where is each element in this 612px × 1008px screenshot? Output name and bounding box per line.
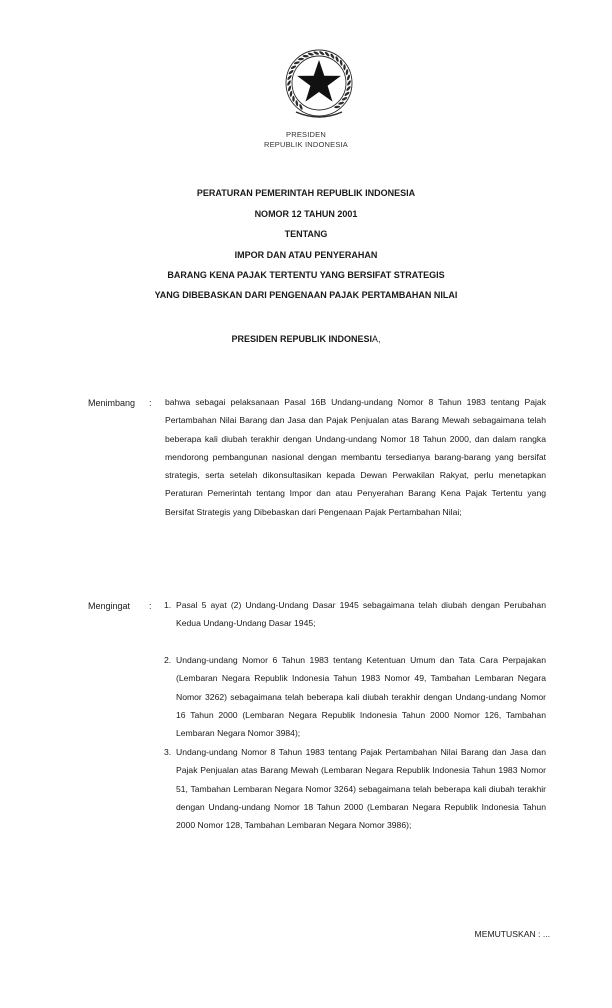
- laurel-leaf: [346, 80, 351, 86]
- mengingat-colon: :: [149, 601, 152, 611]
- title-line-1: PERATURAN PEMERINTAH REPUBLIK INDONESIA: [196, 188, 416, 198]
- laurel-leaf: [339, 60, 343, 66]
- president-heading: [0, 334, 612, 344]
- mengingat-label: Mengingat: [88, 601, 131, 611]
- menimbang-label: Menimbang: [88, 398, 136, 408]
- memutuskan-continuation: MEMUTUSKAN : ...: [474, 929, 550, 939]
- garuda-star-emblem-icon: [276, 40, 362, 126]
- laurel-leaf: [343, 64, 346, 70]
- menimbang-text: bahwa sebagai pelaksanaan Pasal 16B Undang-undang Nomor 8 Tahun 1983 tentang Pajak Pertambahan Nilai Barang dan Jasa dan Pajak Penjualan atas Barang Mewah sebagaimana telah beberapa kali diubah terakhir dengan Undang-undang Nomor 18 Tahun 2000, dan dalam rangka mendorong pembangunan nasional dengan membantu tersedianya barang-barang yang bersifat strategis, serta setelah dikonsultasikan kepada Dewan Perwakilan Rakyat, perlu menetapkan Peraturan Pemerintah tentang Impor dan atau Penyerahan Barang Kena Pajak Tertentu yang Bersifat Strategis yang Dibebaskan dari Pengenaan Pajak Pertambahan Nilai;: [165, 397, 546, 517]
- mengingat-item-1-text: Pasal 5 ayat (2) Undang-Undang Dasar 1945 sebagaimana telah diubah dengan Perubahan Kedua Undang-Undang Dasar 1945;: [176, 600, 546, 629]
- laurel-leaf: [287, 74, 293, 80]
- mengingat-item-3-text: Undang-undang Nomor 8 Tahun 1983 tentang Pajak Pertambahan Nilai Barang dan Jasa dan Pajak Penjualan atas Barang Mewah (Lembaran Negara Republik Indonesia Tahun 1983 Nomor 51, Tambahan Lembaran Negara Nomor 3264) sebagaimana telah beberapa kali diubah terakhir dengan Undang-undang Nomor 18 Tahun 2000 (Lembaran Negara Republik Indonesia Tahun 2000 Nomor 128, Tambahan Lembaran Negara Nomor 3986);: [176, 747, 546, 831]
- president-heading-suffix: A,: [372, 334, 381, 344]
- laurel-leaf: [313, 51, 319, 56]
- mengingat-item-2-number: 2.: [164, 655, 172, 665]
- laurel-leaf: [286, 80, 291, 86]
- laurel-leaf: [298, 57, 304, 60]
- title-line-3: TENTANG: [284, 229, 328, 239]
- laurel-leaf: [346, 85, 352, 91]
- laurel-leaf: [345, 69, 348, 75]
- title-line-6: YANG DIBEBASKAN DARI PENGENAAN PAJAK PERTAMBAHAN NILAI: [154, 290, 458, 300]
- title-line-5: BARANG KENA PAJAK TERTENTU YANG BERSIFAT STRATEGIS: [167, 270, 445, 280]
- laurel-leaf: [346, 74, 350, 80]
- laurel-leaf: [308, 52, 314, 56]
- laurel-leaf: [287, 85, 291, 91]
- laurel-leaf: [289, 91, 292, 97]
- laurel-leaf: [334, 105, 340, 108]
- title-line-2: NOMOR 12 TAHUN 2001: [254, 209, 358, 219]
- laurel-leaf: [319, 50, 325, 55]
- title-line-4: IMPOR DAN ATAU PENYERAHAN: [234, 250, 378, 260]
- menimbang-colon: :: [149, 398, 152, 408]
- mengingat-item-3-number: 3.: [164, 747, 172, 757]
- emblem-caption-presiden: PRESIDEN: [286, 130, 326, 139]
- mengingat-item-1-number: 1.: [164, 600, 172, 610]
- emblem-caption-republik: REPUBLIK INDONESIA: [263, 140, 349, 149]
- mengingat-item-2-text: Undang-undang Nomor 6 Tahun 1983 tentang Ketentuan Umum dan Tata Cara Perpajakan (Lembaran Negara Republik Indonesia Tahun 1983 Nomor 49, Tambahan Lembaran Negara Nomor 3262) sebagaimana telah beberapa kali diubah terakhir dengan Undang-undang Nomor 16 Tahun 2000 (Lembaran Negara Republik Indonesia Tahun 2000 Nomor 126, Tambahan Lembaran Negara Nomor 3984);: [176, 655, 546, 739]
- laurel-leaf: [292, 96, 295, 102]
- laurel-leaf: [303, 55, 309, 58]
- laurel-leaf: [295, 100, 299, 106]
- president-heading-bold: PRESIDEN REPUBLIK INDONESI: [231, 334, 372, 344]
